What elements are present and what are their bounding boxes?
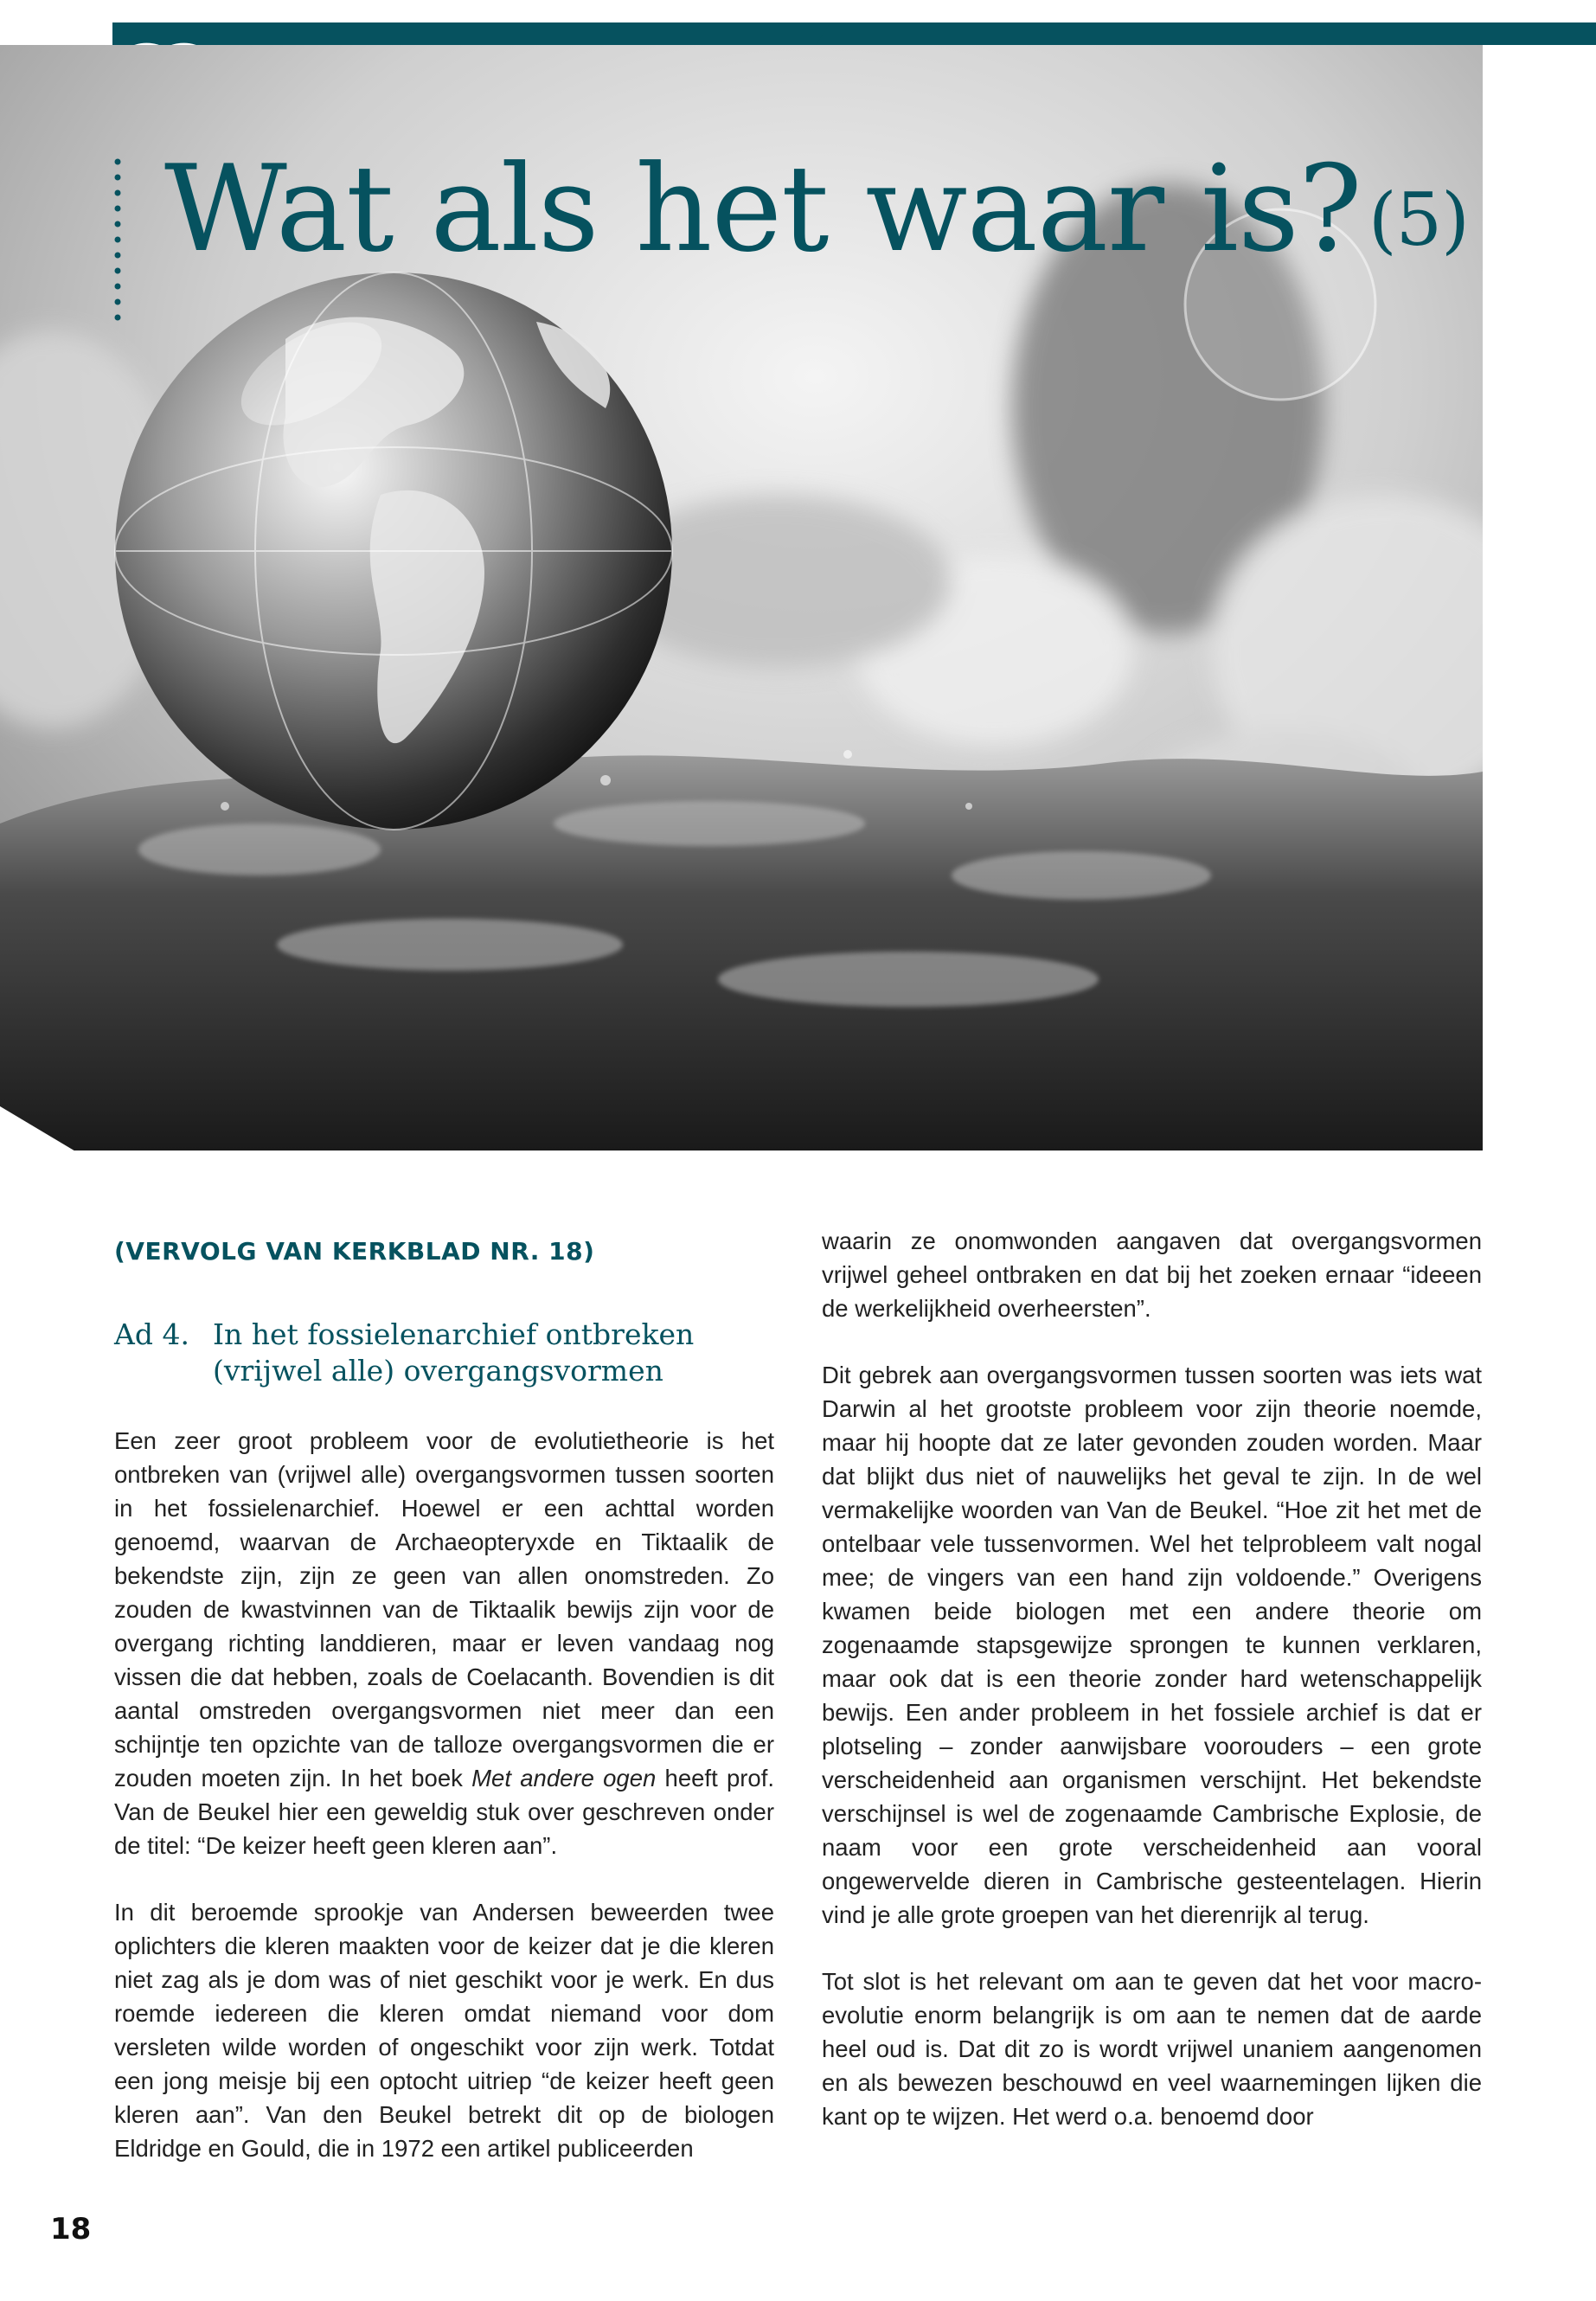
paragraph: waarin ze onomwonden aangaven dat overgangsvormen vrijwel geheel ontbraken en dat bij het zoeken ernaar “ideeen de werkelijkheid overheersten”.: [822, 1227, 1482, 1322]
left-column: [114, 1224, 774, 2198]
paragraph-text: heeft prof. Van de Beukel hier een geweldig stuk over geschreven onder de titel: “De keizer heeft geen kleren aan”.: [114, 1765, 774, 1859]
paragraph: In dit beroemde sprookje van Andersen beweerden twee oplichters die kleren maakten voor de keizer dat je die kleren niet zag als je dom was of niet geschikt voor je werk. En dus roemde iedereen die kleren omdat niemand voor dom versleten wilde worden of ongeschikt voor zijn werk. Totdat een jong meisje bij een optocht uitriep “de keizer heeft geen kleren aan”. Van den Beukel betrekt dit op de biologen Eldridge en Gould, die in 1972 een artikel publiceerden: [114, 1899, 774, 2162]
section-subhead: [114, 1317, 774, 1389]
title-main: Wat als het waar is?: [164, 139, 1362, 279]
right-column: [822, 1224, 1482, 2166]
paragraph: Dit gebrek aan overgangsvormen tussen soorten was iets wat Darwin al het grootste probleem voor zijn theorie noemde, maar hij hoopte dat ze later gevonden zouden worden. Maar dat blijkt dus niet of nauwelijks het geval te zijn. In de wel vermakelijke woorden van Van de Beukel. “Hoe zit het met de ontelbaar vele tussenvormen. Wel het telprobleem valt nogal mee; de vingers van een hand zijn voldoende.” Overigens kwamen beide biologen met een andere theorie om zogenaamde stapsgewijze sprongen te kunnen verklaren, maar ook dat is een theorie zonder hard wetenschappelijk bewijs. Een ander probleem in het fossiele archief is dat er plotseling – zonder aanwijsbare voorouders – een grote verscheidenheid aan organismen verschijnt. Het bekendste verschijnsel is wel de zogenaamde Cambrische Explosie, de naam voor een grote verscheidenheid aan vooral ongewervelde dieren in Cambrische gesteentelagen. Hierin vind je alle grote groepen van het dierenrijk al terug.: [822, 1362, 1482, 1928]
subhead-line-2: (vrijwel alle) overgangsvormen: [213, 1354, 663, 1388]
paragraph-text: Een zeer groot probleem voor de evolutietheorie is het ontbreken van (vrijwel alle) overgangsvormen tussen soorten in het fossielenarchief. Hoewel er een achttal worden genoemd, waarvan de Archaeopteryxde en Tiktaalik de bekendste zijn, zijn ze geen van allen onomstreden. Zo zouden de kwastvinnen van de Tiktaalik bewijs zijn voor de overgang richting landdieren, maar er leven vandaag nog vissen die dat hebben, zoals de Coelacanth. Bovendien is dit aantal omstreden overgangsvormen niet meer dan een schijntje ten opzichte van de talloze overgangsvormen die er zouden moeten zijn. In het boek: [114, 1427, 774, 1791]
subhead-text: [213, 1317, 694, 1389]
continuation-kicker: (VERVOLG VAN KERKBLAD NR. 18): [114, 1237, 595, 1266]
subhead-prefix: Ad 4.: [114, 1317, 189, 1351]
title-number: (5): [1368, 177, 1469, 262]
subhead-line-1: In het fossielenarchief ontbreken: [213, 1317, 695, 1351]
book-title: Met andere ogen: [471, 1765, 657, 1791]
paragraph: Tot slot is het relevant om aan te geven dat het voor macro-evolutie enorm belangrijk is om aan te nemen dat de aarde heel oud is. Dat dit zo is wordt vrijwel unaniem aangenomen en als bewezen beschouwd en veel waarnemingen lijken die kant op te wijzen. Het werd o.a. benoemd door: [822, 1968, 1482, 2130]
paragraph: [114, 1424, 774, 1862]
page-title: [164, 139, 1469, 279]
page-number: 18: [50, 2212, 92, 2247]
decorative-dots: [112, 157, 124, 330]
